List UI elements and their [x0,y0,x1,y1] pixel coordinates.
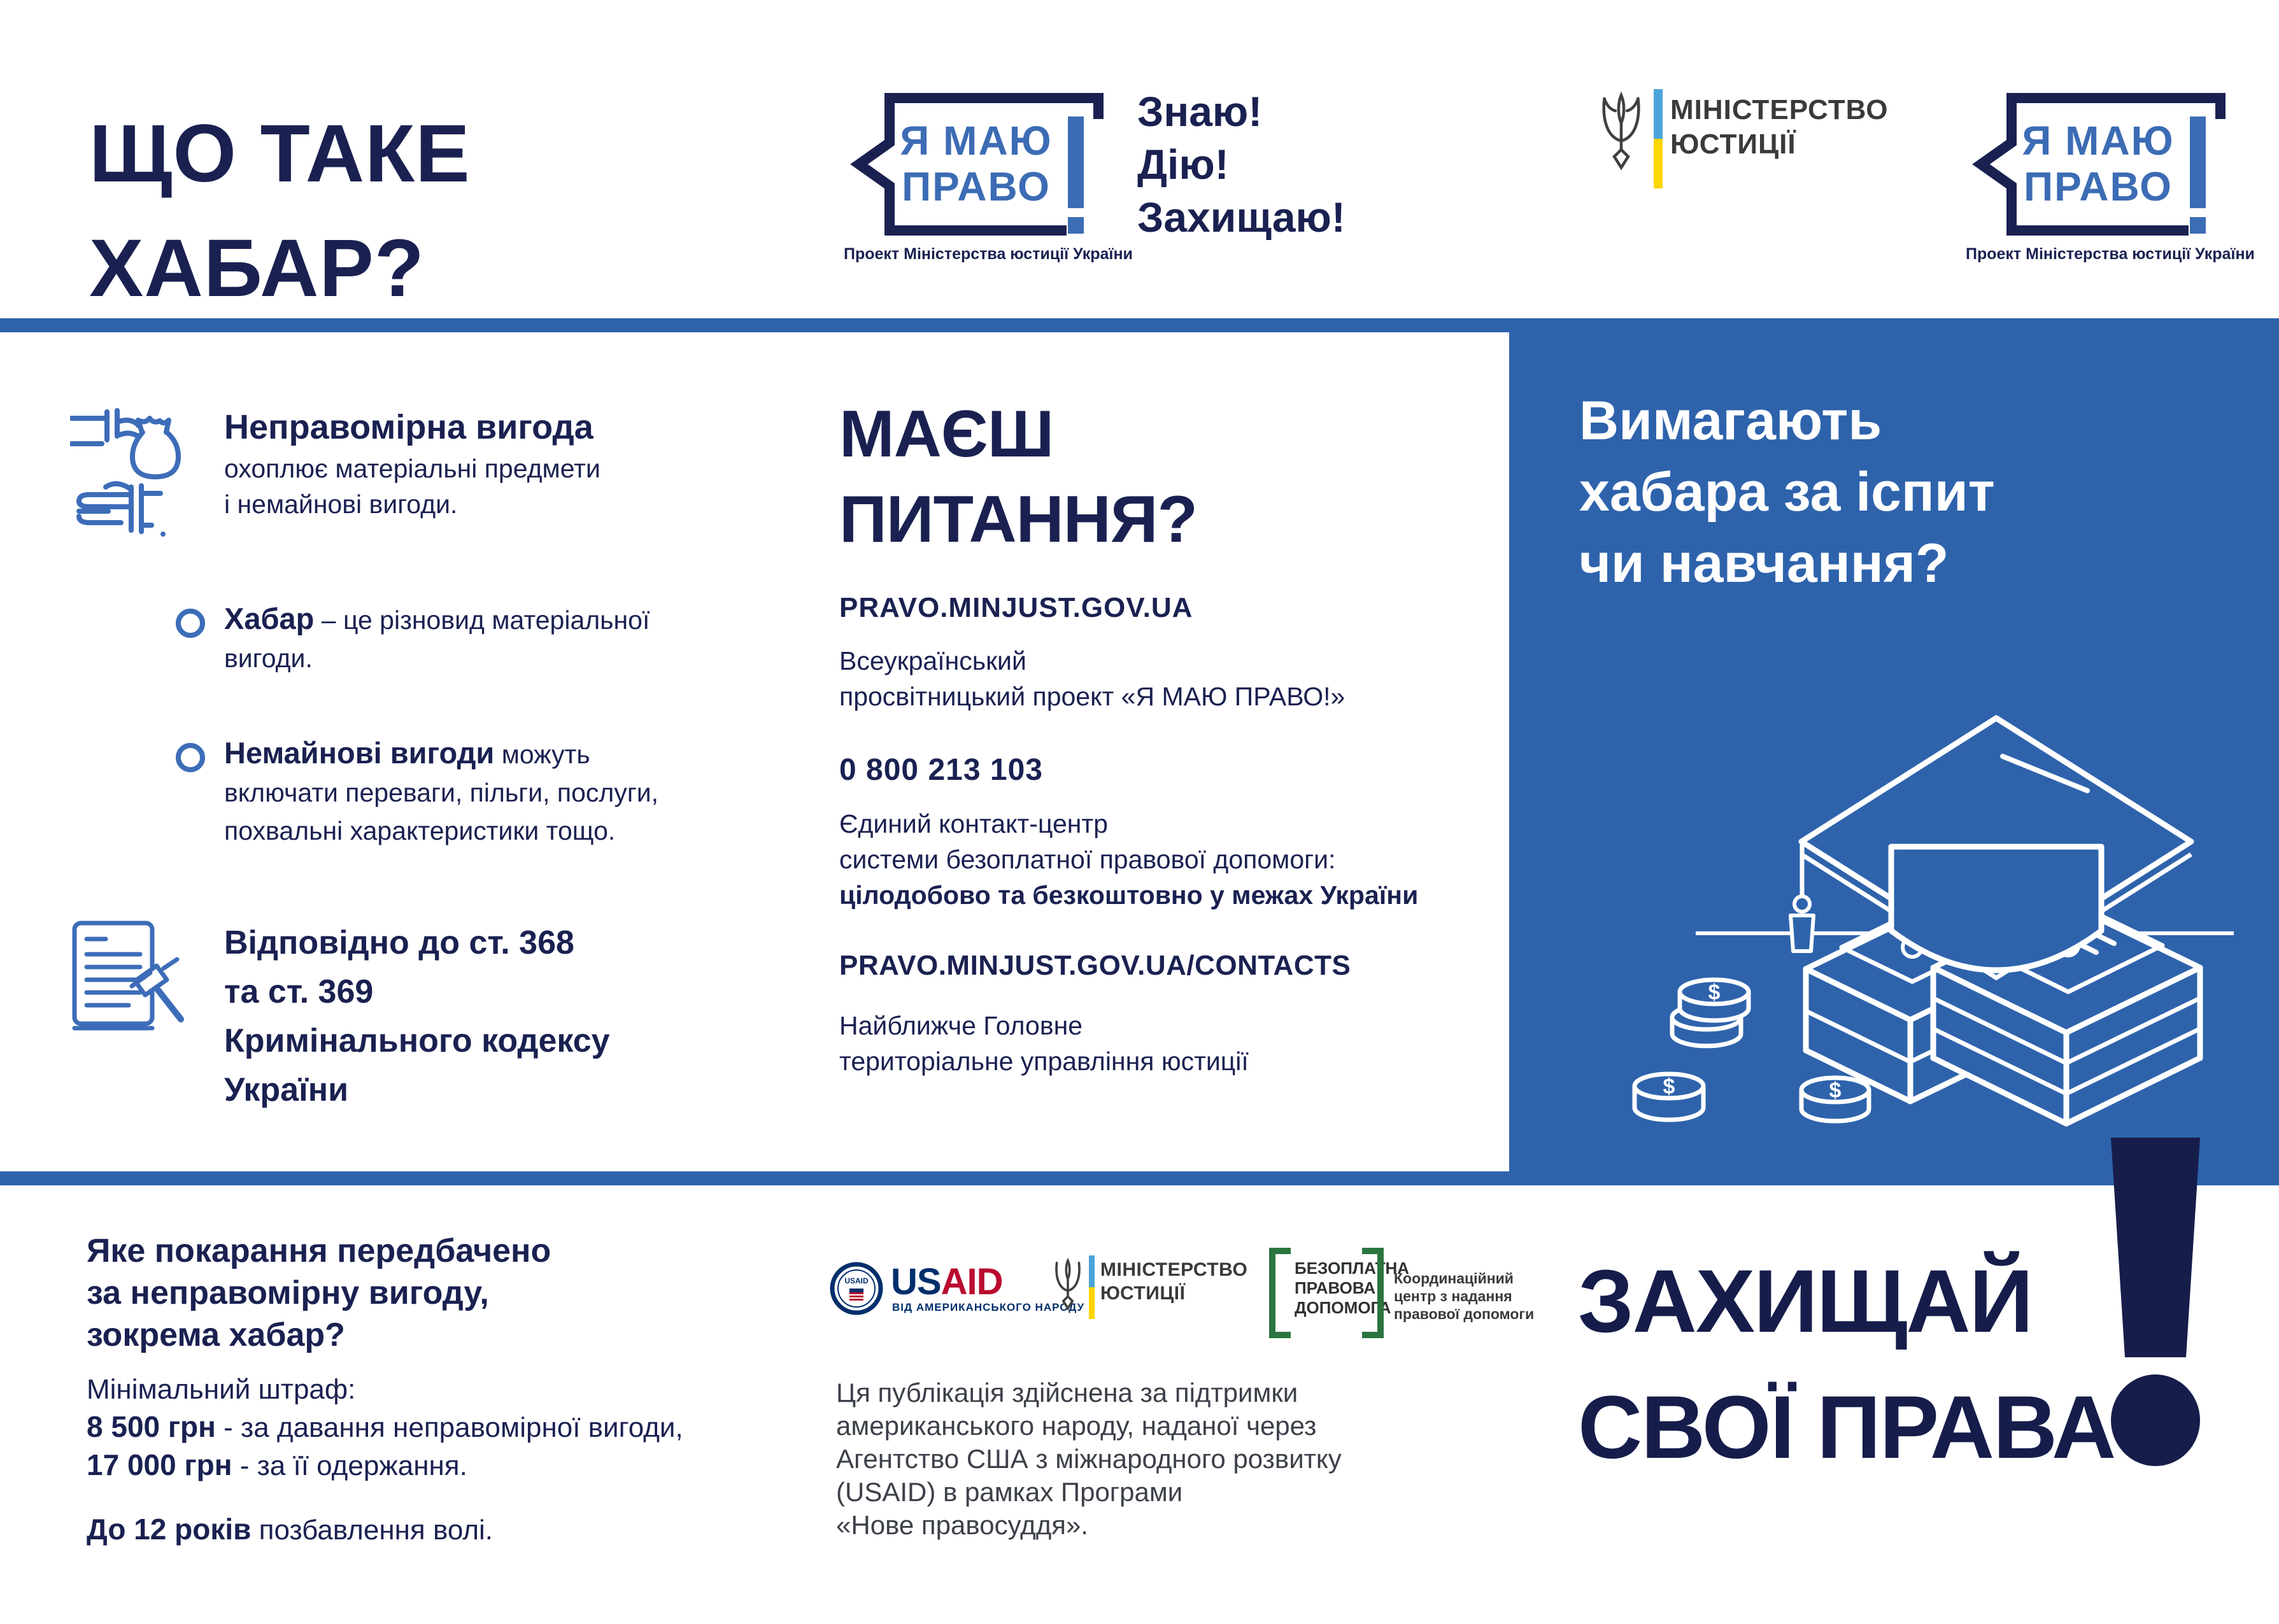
questions-heading-line2: ПИТАННЯ? [839,483,1198,556]
hotline-desc-line2: системи безоплатної правової допомоги: [839,845,1336,874]
law-line3: Кримінального кодексу [224,1022,610,1059]
svg-text:USAID: USAID [844,1276,869,1285]
fine1-amount: 8 500 грн [87,1410,216,1443]
usaid-tagline: ВІД АМЕРИКАНСЬКОГО НАРОДУ [892,1301,1085,1313]
logo-title [1971,118,2226,209]
hotline-number: 0 800 213 103 [839,753,1043,787]
bpd-logo [1269,1248,1535,1331]
graduation-cap-money-illustration [1617,694,2279,1140]
svg-text:$: $ [1663,1075,1675,1099]
benefit-text-line1: охоплює матеріальні предмети [224,454,600,483]
bullet-circle-icon [176,609,205,638]
usaid-us: US [891,1261,941,1303]
bullet-nemaynovi-rest: можуть [494,740,590,769]
page-title [89,97,471,326]
ministry-logo-bottom [1051,1255,1254,1325]
prison-rest: позбавлення волі. [251,1515,493,1546]
yamayupravo-logo-right [1966,91,2255,263]
ministry-name-line1: МІНІСТЕРСТВО [1670,94,1889,125]
benefit-heading: Неправомірна вигода [224,408,593,446]
fine1-rest: - за давання неправомірної вигоди, [215,1412,683,1443]
page-title-line2: ХАБАР? [89,223,425,314]
bpd-line1: БЕЗОПЛАТНА [1295,1259,1410,1278]
panel-question-line3: чи навчання? [1579,533,1949,594]
benefit-text-line2: і немайнові вигоди. [224,490,458,519]
hotline-desc [839,806,1418,913]
bullet-nemaynovi-bold: Немайнові вигоди [224,736,495,770]
bracket-right-icon [1362,1248,1384,1338]
logo-line1: Я МАЮ [900,118,1053,164]
law-line2: та ст. 369 [224,973,374,1010]
contacts-url: PRAVO.MINJUST.GOV.UA/CONTACTS [839,950,1351,981]
flag-bar-blue-icon [1654,89,1663,139]
prison-term: До 12 років [87,1513,252,1546]
logo-caption: Проект Міністерства юстиції України [1966,245,2255,263]
logo-exclamation-dot-icon [1068,217,1084,234]
punishment-heading [87,1230,551,1356]
prison-line [87,1512,493,1546]
logo-title [849,118,1104,209]
fine-line2 [87,1446,683,1485]
bullet-nemaynovi-line1 [224,734,658,773]
logo-line2: ПРАВО [902,164,1051,209]
punishment-heading-line3: зокрема хабар? [87,1317,345,1353]
ministry-name-line2: ЮСТИЦІЇ [1670,129,1796,160]
bottom-divider-stripe [0,1171,1509,1185]
ministry-bottom-line2: ЮСТИЦІЇ [1100,1283,1186,1304]
website-desc [839,643,1345,714]
ministry-name-top [1670,93,1889,162]
questions-heading-line1: МАЄШ [839,397,1054,471]
bullet-item-khabar [224,600,650,677]
logo-line2: ПРАВО [2024,164,2173,209]
bpd-line3: ДОПОМОГА [1295,1298,1391,1317]
slogan-line3: Захищаю! [1137,194,1345,241]
questions-heading [839,392,1197,562]
slogan-line2: Дію! [1137,141,1229,188]
ministry-logo-top [1595,89,1888,191]
website-url: PRAVO.MINJUST.GOV.UA [839,592,1193,623]
law-line1: Відповідно до ст. 368 [224,924,574,961]
bullet-khabar-line2: вигоди. [224,644,313,673]
fine-lines [87,1408,683,1485]
trident-icon [1595,92,1647,176]
hotline-desc-line1: Єдиний контакт-центр [839,809,1108,838]
bracket-left-icon [1269,1248,1291,1338]
slogan-line1: Знаю! [1137,88,1263,135]
usaid-wordmark [891,1260,1002,1303]
money-bag-hands-icon [70,404,204,541]
contacts-desc [839,1008,1249,1079]
bullet-khabar-bold: Хабар [224,602,315,635]
svg-text:$: $ [1829,1078,1842,1103]
benefit-text [224,451,600,522]
exclamation-mark-icon [2101,1133,2210,1471]
bullet-item-nemaynovi [224,734,658,850]
law-line4: України [224,1071,349,1108]
logo-exclamation-icon [1068,117,1084,208]
hotline-desc-bold: цілодобово та безкоштовно у межах України [839,880,1419,910]
ministry-name-bottom [1100,1258,1247,1305]
bullet-khabar-line1 [224,600,650,639]
bullet-circle-icon [176,743,205,772]
funding-line2: американського народу, наданої через [836,1411,1317,1441]
bullet-nemaynovi-line3: похвальні характеристики тощо. [224,816,616,845]
contacts-desc-line1: Найближче Головне [839,1011,1083,1040]
usaid-seal-icon [830,1262,883,1315]
bullet-khabar-rest: – це різновид матеріальної [314,605,650,635]
fine-line1 [87,1408,683,1446]
flag-bar-yellow-icon [1089,1287,1095,1319]
yamayupravo-logo-left [844,91,1133,263]
logo-line1: Я МАЮ [2022,118,2175,164]
bpd-name [1295,1259,1409,1318]
page-title-line1: ЩО ТАКЕ [89,108,471,199]
fine-intro: Мінімальний штраф: [87,1374,356,1405]
usaid-aid: AID [941,1261,1003,1303]
flag-bar-yellow-icon [1654,139,1663,188]
panel-question [1579,385,1995,599]
bpd-caption-line2: центр з надання [1394,1288,1512,1304]
bullet-nemaynovi-line2: включати переваги, пільги, послуги, [224,778,659,807]
fine2-rest: - за її одержання. [232,1450,467,1481]
bpd-caption-line1: Координаційний [1394,1270,1514,1287]
fine2-amount: 17 000 грн [87,1448,232,1481]
funding-line5: «Нове правосуддя». [836,1510,1088,1540]
protect-heading-line1: ЗАХИЩАЙ [1578,1251,2033,1351]
funding-paragraph [836,1376,1342,1542]
website-desc-line1: Всеукраїнський [839,646,1026,675]
panel-question-line1: Вимагають [1579,390,1882,451]
logo-exclamation-dot-icon [2190,217,2206,234]
slogan [1137,85,1345,244]
funding-line4: (USAID) в рамках Програми [836,1477,1183,1507]
website-desc-line2: просвітницький проект «Я МАЮ ПРАВО!» [839,682,1345,711]
flag-bar-blue-icon [1089,1255,1095,1287]
contacts-desc-line2: територіальне управління юстиції [839,1047,1249,1076]
ministry-bottom-line1: МІНІСТЕРСТВО [1100,1259,1248,1280]
funding-line3: Агентство США з міжнародного розвитку [836,1444,1342,1474]
trident-icon [1051,1258,1085,1314]
bpd-caption-line3: правової допомоги [1394,1306,1535,1322]
bpd-line2: ПРАВОВА [1295,1278,1376,1297]
law-document-gavel-icon [71,920,199,1038]
bpd-caption [1394,1269,1534,1323]
protect-heading-line2: СВОЇ ПРАВА [1578,1377,2115,1477]
funding-line1: Ця публікація здійснена за підтримки [836,1378,1298,1408]
law-text [224,919,610,1115]
panel-question-line2: хабара за іспит [1579,462,1995,523]
punishment-heading-line2: за неправомірну вигоду, [87,1274,489,1311]
svg-text:$: $ [1708,980,1721,1005]
logo-exclamation-icon [2190,117,2206,208]
punishment-heading-line1: Яке покарання передбачено [87,1232,551,1269]
logo-caption: Проект Міністерства юстиції України [844,245,1133,263]
